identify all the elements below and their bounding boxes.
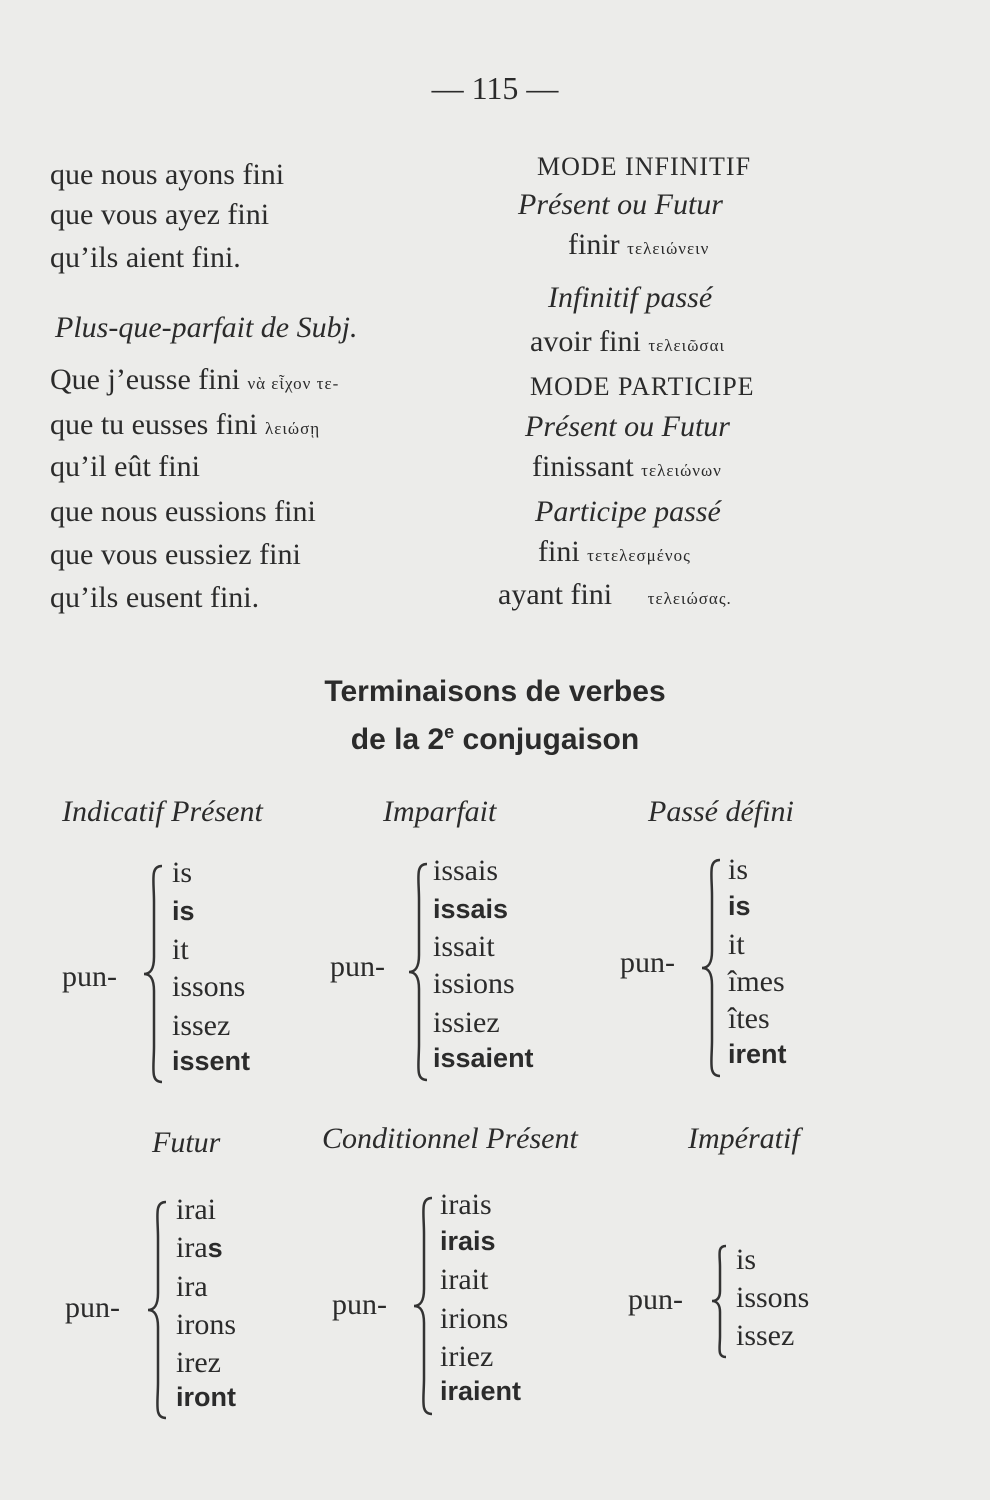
ending: îtes [728, 1002, 770, 1035]
pqp-line-5: que vous eussiez fini [50, 538, 301, 571]
pqp-line-6: qu’ils eusent fini. [50, 581, 260, 614]
subj-line-1: que nous ayons fini [50, 158, 285, 191]
stem-pun: pun- [620, 946, 675, 979]
ending: issons [172, 970, 246, 1003]
stem-pun: pun- [628, 1283, 683, 1316]
table-title-passe-defini: Passé défini [648, 795, 794, 828]
ending: irent [728, 1039, 787, 1069]
ending: iraient [440, 1376, 522, 1406]
mode-participe: MODE PARTICIPE [530, 372, 755, 401]
ending: irions [440, 1302, 509, 1335]
ending: issez [736, 1319, 795, 1352]
ending: issez [172, 1009, 231, 1042]
brace-icon [410, 1194, 440, 1419]
fini-greek: τετελεσμένος [587, 546, 691, 565]
avoir-fini-greek: τελειῶσαι [648, 336, 726, 355]
pqp-gr: νὰ εἶχον τε- [247, 374, 340, 393]
brace-icon [140, 862, 170, 1087]
ending: iront [176, 1382, 236, 1412]
fini: fini [538, 535, 580, 568]
section-title-line-2 [0, 722, 990, 757]
pqp-fr: que tu eusses fini [50, 408, 258, 441]
title-part-b: conjugaison [454, 723, 640, 756]
ending: irais [440, 1226, 496, 1256]
ending: iras [176, 1231, 223, 1264]
table-title-imperatif: Impératif [688, 1122, 800, 1155]
avoir-fini: avoir fini [530, 325, 641, 358]
fini-line [538, 537, 691, 567]
title-part-a: de la 2 [350, 723, 445, 756]
present-futur-heading: Présent ou Futur [518, 188, 723, 221]
subj-line-2: que vous ayez fini [50, 198, 270, 231]
ending: it [728, 928, 745, 961]
table-title-conditionnel: Conditionnel Présent [322, 1122, 578, 1155]
ending: is [728, 853, 749, 886]
pqp-line-4: que nous eussions fini [50, 495, 316, 528]
ending: issons [736, 1281, 810, 1314]
finissant: finissant [532, 450, 634, 483]
ayant-fini: ayant fini [498, 578, 613, 611]
ending: is [172, 896, 195, 926]
ending: issiez [433, 1006, 500, 1039]
ending: irez [176, 1346, 221, 1379]
finir: finir [568, 228, 620, 261]
ending: issais [433, 854, 499, 887]
title-superscript: e [444, 722, 455, 742]
pqp-line-3: qu’il eût fini [50, 450, 200, 483]
brace-icon [405, 860, 435, 1085]
brace-icon [144, 1198, 174, 1423]
ending: irais [440, 1188, 492, 1221]
finir-line [568, 230, 709, 260]
ending: irai [176, 1193, 216, 1226]
ending: irons [176, 1308, 236, 1341]
table-title-futur: Futur [152, 1126, 221, 1159]
stem-pun: pun- [62, 960, 117, 993]
brace-icon [698, 856, 728, 1081]
infinitif-passe-heading: Infinitif passé [548, 281, 713, 314]
ending: is [172, 856, 193, 889]
stem-pun: pun- [332, 1288, 387, 1321]
pqp-fr: Que j’eusse fini [50, 363, 240, 396]
ending: ira [176, 1270, 208, 1303]
ending: is [736, 1243, 757, 1276]
stem-pun: pun- [65, 1291, 120, 1324]
present-futur-heading-2: Présent ou Futur [525, 410, 730, 443]
pqp-line-1 [50, 365, 339, 395]
ayant-fini-line [498, 580, 732, 610]
participe-passe-heading: Participe passé [535, 495, 721, 528]
ending: îmes [728, 965, 785, 998]
finissant-line [532, 452, 722, 482]
mode-infinitif: MODE INFINITIF [537, 152, 752, 181]
section-title-line-1: Terminaisons de verbes [324, 675, 666, 708]
table-title-imparfait: Imparfait [383, 795, 497, 828]
ending: issait [433, 930, 495, 963]
table-title-indicatif: Indicatif Présent [62, 795, 263, 828]
avoir-fini-line [530, 327, 725, 357]
ending: it [172, 933, 189, 966]
ending: issions [433, 967, 515, 1000]
brace-icon [708, 1243, 732, 1361]
pqp-line-2 [50, 410, 320, 440]
ending: issent [172, 1046, 251, 1076]
ending: issais [433, 894, 509, 924]
page-number: — 115 — [431, 70, 559, 106]
subj-line-3: qu’ils aient fini. [50, 241, 241, 274]
pqp-gr: λειώσῃ [264, 419, 321, 438]
ending: is [728, 891, 751, 921]
ending: issaient [433, 1043, 534, 1073]
ending: iriez [440, 1340, 494, 1373]
ending: irait [440, 1263, 489, 1296]
finissant-greek: τελειώνων [641, 461, 722, 480]
ayant-fini-greek: τελειώσας. [647, 589, 732, 608]
plus-que-parfait-title: Plus-que-parfait de Subj. [55, 311, 358, 344]
stem-pun: pun- [330, 950, 385, 983]
finir-greek: τελειώνειν [627, 239, 710, 258]
